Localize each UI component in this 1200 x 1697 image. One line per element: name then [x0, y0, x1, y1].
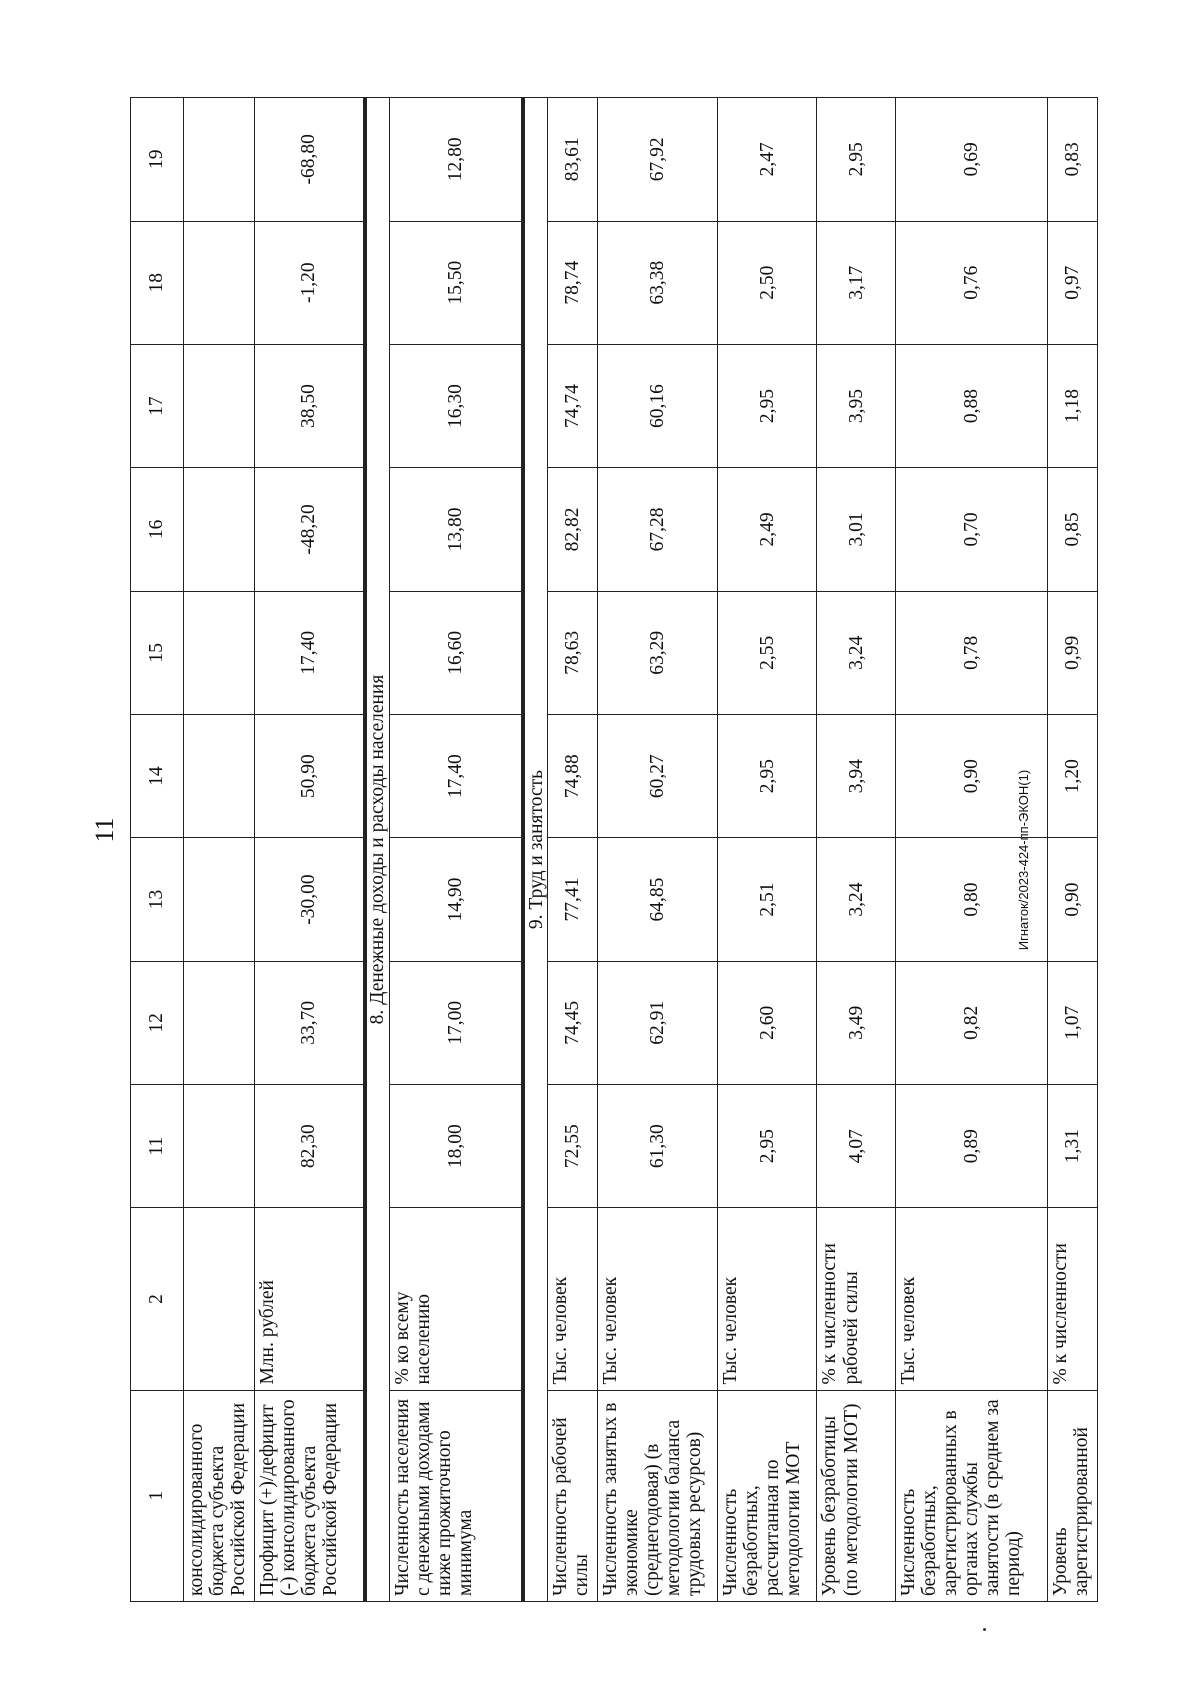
- page-number: 11: [90, 817, 119, 843]
- table-cell: 61,30: [597, 1085, 717, 1208]
- table-cell: 50,90: [255, 714, 365, 837]
- table-cell: 18,00: [389, 1085, 523, 1208]
- table-cell: [184, 1085, 255, 1208]
- column-header: 16: [131, 468, 184, 591]
- rotated-table-frame: [130, 97, 1098, 1602]
- table-cell: 0,83: [1047, 98, 1097, 222]
- table-cell: 2,95: [817, 98, 895, 222]
- table-cell: 0,69: [895, 98, 1047, 222]
- table-cell: 2,50: [718, 221, 817, 344]
- table-cell: 82,30: [255, 1085, 365, 1208]
- table-cell: 13,80: [389, 468, 523, 591]
- table-cell: 2,95: [718, 1085, 817, 1208]
- table-cell: 33,70: [255, 961, 365, 1084]
- table-cell: 1,07: [1047, 961, 1097, 1084]
- document-footer-code: Игнаток/2023-424-пп-ЭКОН(1): [1016, 769, 1031, 951]
- column-header: 12: [131, 961, 184, 1084]
- table-cell: [184, 591, 255, 714]
- table-cell: 74,88: [548, 714, 597, 837]
- table-row: [548, 98, 597, 1602]
- table-cell: 3,17: [817, 221, 895, 344]
- table-cell: 62,91: [597, 961, 717, 1084]
- table-cell: 16,30: [389, 344, 523, 467]
- table-cell: 3,24: [817, 591, 895, 714]
- table-cell: 3,94: [817, 714, 895, 837]
- table-cell: 14,90: [389, 838, 523, 961]
- table-cell: 77,41: [548, 838, 597, 961]
- column-header: 18: [131, 221, 184, 344]
- table-cell: 2,60: [718, 961, 817, 1084]
- table-cell: 15,50: [389, 221, 523, 344]
- table-header-row: [131, 98, 184, 1602]
- table-row: [184, 98, 255, 1602]
- table-cell: 67,28: [597, 468, 717, 591]
- column-header: 14: [131, 714, 184, 837]
- table-cell: 16,60: [389, 591, 523, 714]
- column-header: 17: [131, 344, 184, 467]
- statistics-table: [130, 97, 1098, 1602]
- row-label: Численность безработных, зарегистрированных в органах службы занятости (в среднем за период): [895, 1390, 1047, 1601]
- section-row: [365, 98, 390, 1602]
- table-cell: 60,27: [597, 714, 717, 837]
- table-cell: 2,47: [718, 98, 817, 222]
- table-cell: 2,51: [718, 838, 817, 961]
- table-cell: -48,20: [255, 468, 365, 591]
- row-unit: Тыс. человек: [895, 1208, 1047, 1390]
- table-cell: 67,92: [597, 98, 717, 222]
- table-cell: 4,07: [817, 1085, 895, 1208]
- table-row: [895, 98, 1047, 1602]
- table-cell: 60,16: [597, 344, 717, 467]
- table-cell: 38,50: [255, 344, 365, 467]
- column-header: 15: [131, 591, 184, 714]
- row-label: Профицит (+)/дефицит (-) консолидированного бюджета субъекта Российской Федерации: [255, 1390, 365, 1601]
- table-cell: 0,80: [895, 838, 1047, 961]
- table-cell: [184, 344, 255, 467]
- table-cell: [184, 98, 255, 222]
- row-label: Уровень безработицы (по методологии МОТ): [817, 1390, 895, 1601]
- table-cell: 82,82: [548, 468, 597, 591]
- row-label: консолидированного бюджета субъекта Российской Федерации: [184, 1390, 255, 1601]
- table-row: [817, 98, 895, 1602]
- row-unit: Тыс. человек: [718, 1208, 817, 1390]
- table-cell: 64,85: [597, 838, 717, 961]
- table-cell: 1,18: [1047, 344, 1097, 467]
- row-unit: Млн. рублей: [255, 1208, 365, 1390]
- column-header: 19: [131, 98, 184, 222]
- table-cell: 74,45: [548, 961, 597, 1084]
- table-cell: 63,29: [597, 591, 717, 714]
- table-cell: 1,20: [1047, 714, 1097, 837]
- row-unit: % к численности: [1047, 1208, 1097, 1390]
- table-cell: 0,90: [1047, 838, 1097, 961]
- row-unit: [184, 1208, 255, 1390]
- row-label: Уровень зарегистрированной: [1047, 1390, 1097, 1601]
- table-cell: 3,95: [817, 344, 895, 467]
- table-cell: 0,99: [1047, 591, 1097, 714]
- section-heading: 9. Труд и занятость: [523, 98, 548, 1602]
- row-unit: % к численности рабочей силы: [817, 1208, 895, 1390]
- row-unit: Тыс. человек: [548, 1208, 597, 1390]
- row-label: Численность населения с денежными доходами ниже прожиточного минимума: [389, 1390, 523, 1601]
- table-cell: 0,78: [895, 591, 1047, 714]
- table-cell: -30,00: [255, 838, 365, 961]
- table-row: [718, 98, 817, 1602]
- table-cell: 2,55: [718, 591, 817, 714]
- table-cell: [184, 838, 255, 961]
- column-header: 11: [131, 1085, 184, 1208]
- table-cell: 0,85: [1047, 468, 1097, 591]
- table-cell: 3,24: [817, 838, 895, 961]
- row-unit: % ко всему населению: [389, 1208, 523, 1390]
- row-label: Численность безработных, рассчитанная по методологии МОТ: [718, 1390, 817, 1601]
- table-cell: 0,88: [895, 344, 1047, 467]
- table-cell: 17,00: [389, 961, 523, 1084]
- row-unit: Тыс. человек: [597, 1208, 717, 1390]
- table-row: [597, 98, 717, 1602]
- table-cell: 12,80: [389, 98, 523, 222]
- table-cell: 0,82: [895, 961, 1047, 1084]
- table-cell: 74,74: [548, 344, 597, 467]
- table-cell: 17,40: [255, 591, 365, 714]
- table-cell: -68,80: [255, 98, 365, 222]
- table-cell: 0,70: [895, 468, 1047, 591]
- row-label: Численность занятых в экономике (среднегодовая) (в методологии баланса трудовых ресурсов): [597, 1390, 717, 1601]
- table-cell: 78,74: [548, 221, 597, 344]
- section-heading: 8. Денежные доходы и расходы населения: [365, 98, 390, 1602]
- row-label: Численность рабочей силы: [548, 1390, 597, 1601]
- scan-speck: [983, 1628, 986, 1631]
- table-cell: [184, 714, 255, 837]
- table-cell: 0,90: [895, 714, 1047, 837]
- table-cell: -1,20: [255, 221, 365, 344]
- table-cell: 72,55: [548, 1085, 597, 1208]
- table-cell: 63,38: [597, 221, 717, 344]
- table-cell: 2,95: [718, 344, 817, 467]
- table-cell: [184, 221, 255, 344]
- table-cell: 0,76: [895, 221, 1047, 344]
- column-header: 2: [131, 1208, 184, 1390]
- table-cell: 17,40: [389, 714, 523, 837]
- table-row: [255, 98, 365, 1602]
- table-cell: 3,49: [817, 961, 895, 1084]
- table-cell: [184, 468, 255, 591]
- table-cell: 1,31: [1047, 1085, 1097, 1208]
- table-cell: 78,63: [548, 591, 597, 714]
- section-row: [523, 98, 548, 1602]
- table-cell: 2,95: [718, 714, 817, 837]
- column-header: 13: [131, 838, 184, 961]
- table-cell: 83,61: [548, 98, 597, 222]
- column-header: 1: [131, 1390, 184, 1601]
- table-cell: 2,49: [718, 468, 817, 591]
- table-cell: 0,97: [1047, 221, 1097, 344]
- table-cell: 0,89: [895, 1085, 1047, 1208]
- table-cell: 3,01: [817, 468, 895, 591]
- table-cell: [184, 961, 255, 1084]
- table-row: [1047, 98, 1097, 1602]
- table-row: [389, 98, 523, 1602]
